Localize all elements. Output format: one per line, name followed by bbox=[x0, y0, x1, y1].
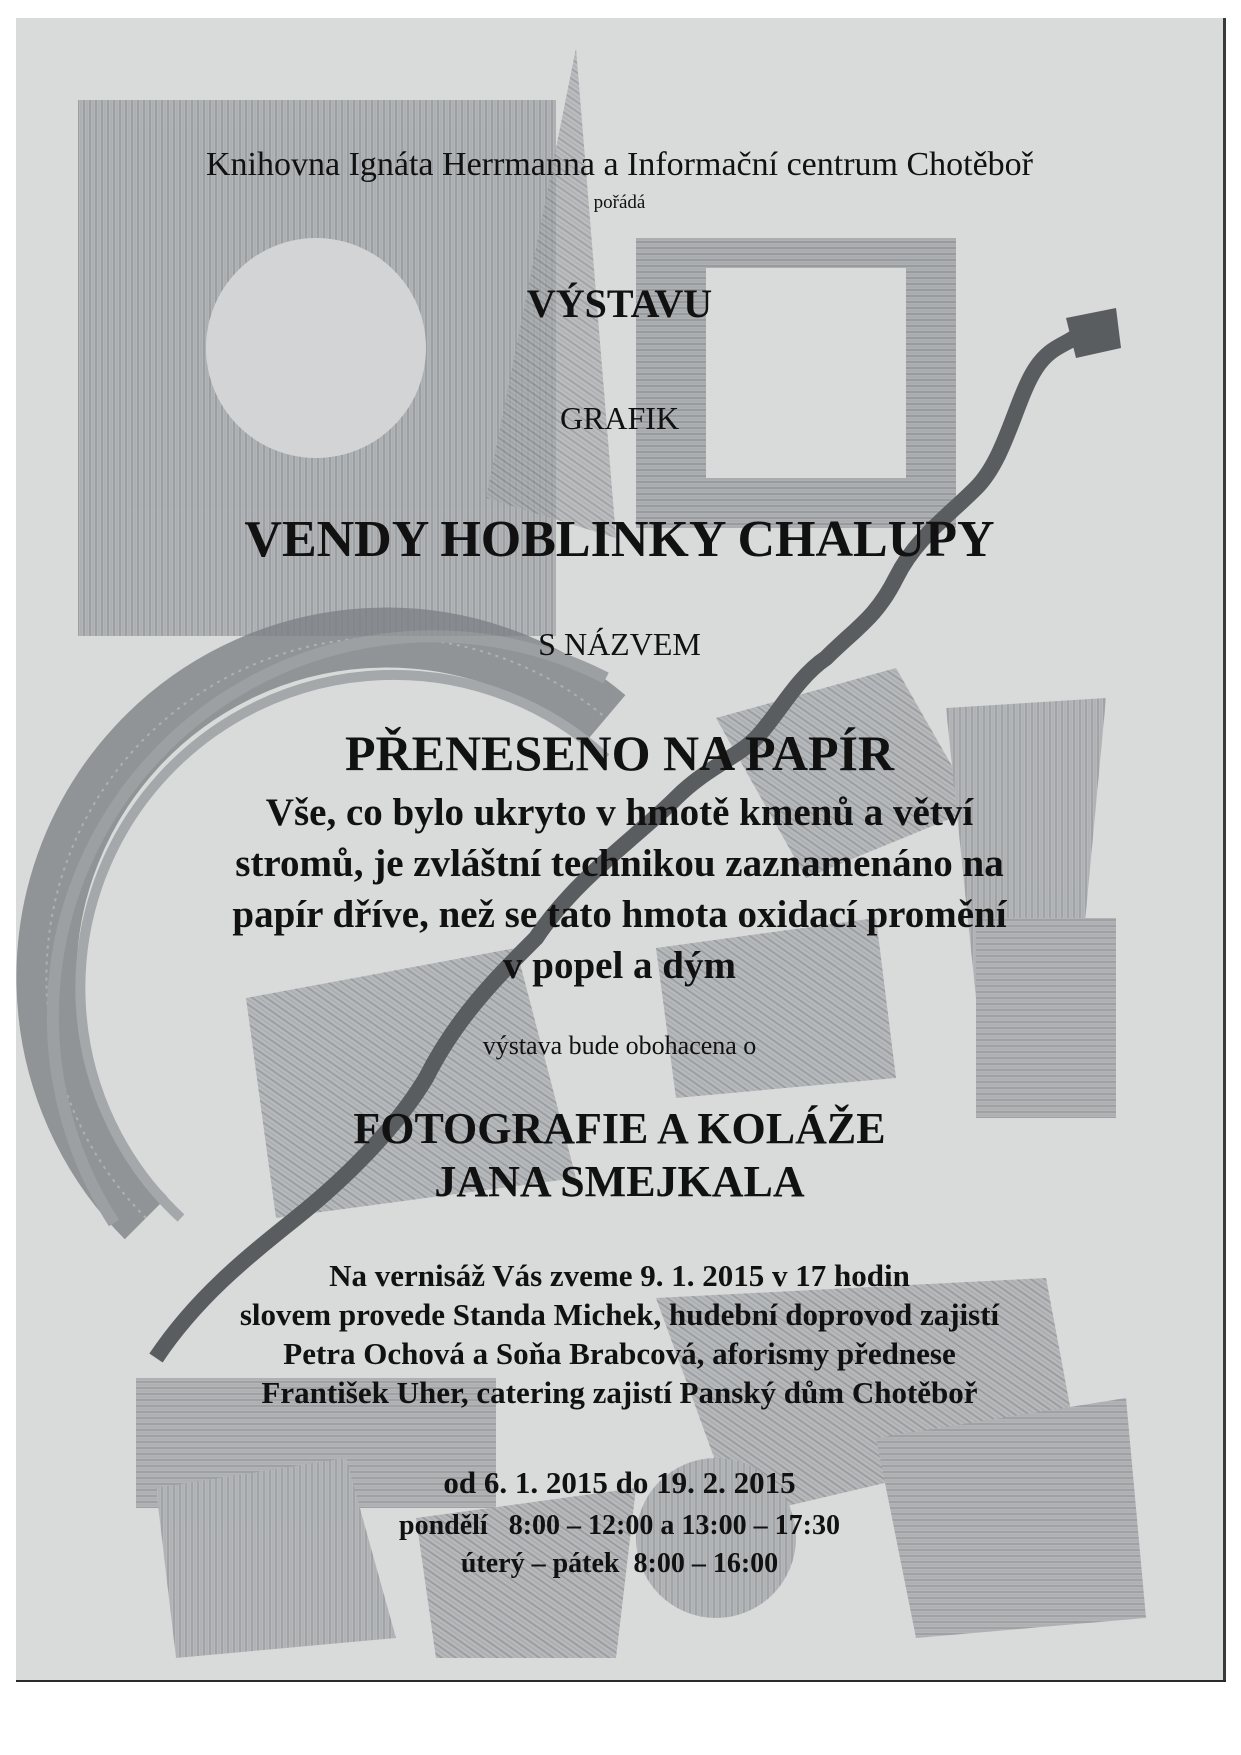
vernissage-line: Petra Ochová a Soňa Brabcová, aforismy přednese bbox=[283, 1336, 956, 1371]
vernissage-line: Na vernisáž Vás zveme 9. 1. 2015 v 17 hodin bbox=[329, 1258, 910, 1293]
organizer-line: Knihovna Ignáta Herrmanna a Informační centrum Chotěboř bbox=[205, 146, 1034, 183]
poster-right-edge bbox=[1223, 18, 1226, 1680]
exhibition-heading: VÝSTAVU bbox=[526, 281, 713, 326]
photographer-name: JANA SMEJKALA bbox=[434, 1157, 805, 1206]
opening-hours-monday: pondělí 8:00 – 12:00 a 13:00 – 17:30 bbox=[399, 1510, 840, 1541]
description-line: v popel a dým bbox=[503, 944, 736, 987]
vernissage-line: slovem provede Standa Michek, hudební doprovod zajistí bbox=[239, 1297, 1000, 1332]
opening-hours-tue-fri: úterý – pátek 8:00 – 16:00 bbox=[460, 1548, 779, 1579]
enriched-by-label: výstava bude obohacena o bbox=[482, 1031, 757, 1060]
description-line: Vše, co bylo ukryto v hmotě kmenů a větví bbox=[265, 791, 974, 834]
exhibition-dates: od 6. 1. 2015 do 19. 2. 2015 bbox=[443, 1465, 796, 1500]
exhibition-title: PŘENESENO NA PAPÍR bbox=[344, 725, 895, 781]
organizes-label: pořádá bbox=[593, 192, 646, 213]
poster-bottom-edge bbox=[16, 1680, 1226, 1682]
vernissage-line: František Uher, catering zajistí Panský dům Chotěboř bbox=[261, 1375, 978, 1410]
photography-collage-heading: FOTOGRAFIE A KOLÁŽE bbox=[353, 1104, 886, 1153]
description-line: stromů, je zvláštní technikou zaznamenáno na bbox=[235, 842, 1004, 885]
titled-label: S NÁZVEM bbox=[538, 626, 701, 662]
artist-name: VENDY HOBLINKY CHALUPY bbox=[244, 511, 995, 568]
graphic-artist-label: GRAFIK bbox=[559, 400, 680, 436]
exhibition-poster bbox=[16, 18, 1223, 1680]
description-line: papír dříve, než se tato hmota oxidací promění bbox=[232, 893, 1007, 936]
